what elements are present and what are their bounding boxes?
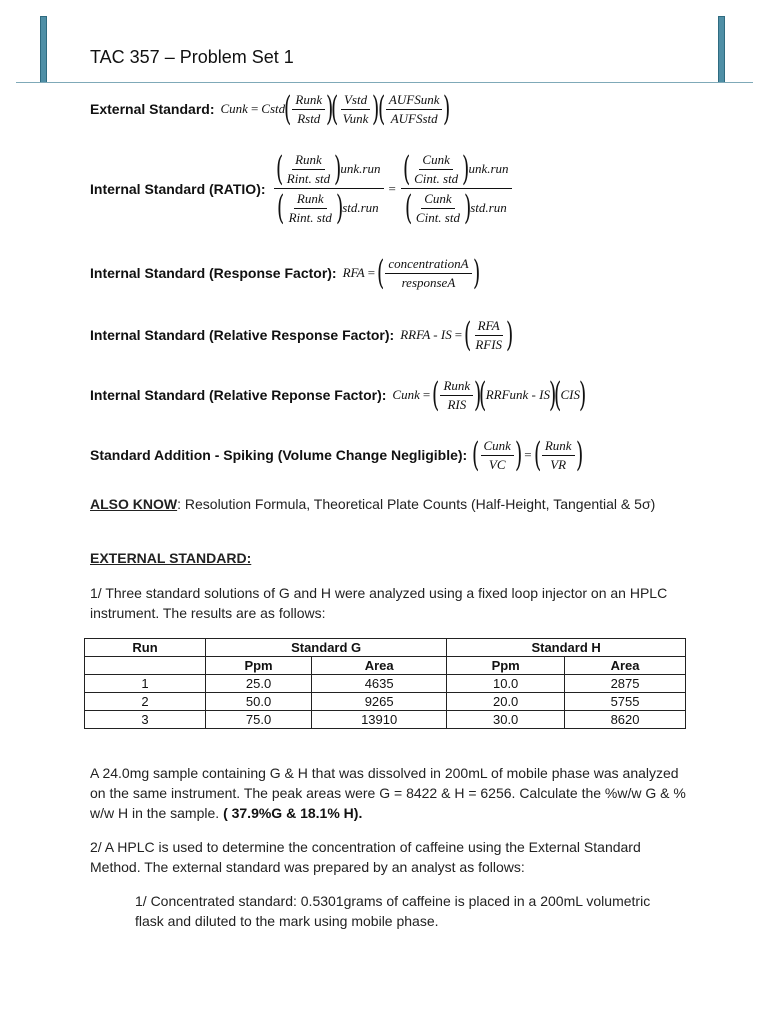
table-header-area: Area — [565, 657, 686, 675]
formula-math: RFA = ( $\frac{\text{concentrationA}}{\text{responseA}}$ ) — [342, 253, 480, 293]
table-cell: 50.0 — [206, 693, 312, 711]
table-cell: 2 — [85, 693, 206, 711]
math-term: Rstd — [297, 110, 321, 126]
table-cell: 10.0 — [447, 675, 565, 693]
math-term: Cunk — [421, 192, 454, 209]
math-term: std.run — [342, 200, 379, 216]
problem1-intro: 1/ Three standard solutions of G and H were analyzed using a fixed loop injector on an HPLC instrument. The results are as follows: — [90, 585, 668, 621]
standards-table — [84, 638, 686, 729]
formula-math: ( $\frac{\text{Cunk}}{VC}$ ) = ( $\frac{\text{Runk}}{VR}$ ) — [472, 435, 583, 475]
formula-label: Internal Standard (Response Factor): — [90, 265, 337, 281]
also-know-note — [90, 494, 690, 514]
math-term: unk.run — [340, 161, 381, 177]
header-left-bar — [40, 16, 47, 83]
formula-relative-response-factor — [90, 315, 514, 355]
page-title: TAC 357 – Problem Set 1 — [90, 47, 294, 67]
math-term: Runk — [294, 192, 327, 209]
section-heading-text: EXTERNAL STANDARD: — [90, 550, 252, 566]
math-term: Runk — [542, 439, 575, 456]
table-header-area: Area — [312, 657, 447, 675]
formula-response-factor — [90, 253, 480, 293]
math-term: Cunk — [392, 387, 420, 402]
formula-internal-standard-ratio: Internal Standard (RATIO) : ( $\frac{\text{Runk}}{\text{Rint. std}}$ ) unk.run ( $\frac{\text{Runk}}{\text{Rint. std}}$ ) std.run = ( $\frac{\text{Cunk}}{\text{Cint. std}}$ ) unk.run ( $\frac{\text{Cunk}}{\text{Cint. std}}$ ) std.run — [90, 152, 514, 225]
math-term: Rint. std — [288, 209, 332, 225]
math-term: Runk — [440, 379, 473, 396]
table-header-empty — [85, 657, 206, 675]
table-cell: 3 — [85, 711, 206, 729]
math-term: RFIS — [475, 336, 503, 352]
math-term: RFA — [475, 319, 503, 336]
math-term: RRFunk - IS — [485, 387, 550, 402]
problem1-text: A 24.0mg sample containing G & H that was dissolved in 200mL of mobile phase was analyzed on the same instrument. The peak areas were G = 8422 & H = 6256. Calculate the %w/w G & % w/w H in the sample. — [90, 765, 686, 821]
math-term: RRFA - IS — [400, 327, 452, 342]
table-header-ppm: Ppm — [447, 657, 565, 675]
math-term: AUFSunk — [386, 93, 443, 110]
header-right-bar — [718, 16, 725, 83]
problem2-intro: 2/ A HPLC is used to determine the concentration of caffeine using the External Standard Method. The external standard was prepared by an analyst as follows: — [90, 839, 641, 875]
also-know-text: : Resolution Formula, Theoretical Plate Counts (Half-Height, Tangential & 5σ) — [177, 496, 656, 512]
math-term: VC — [488, 456, 506, 472]
math-term: responseA — [401, 274, 456, 290]
problem1-body — [90, 763, 690, 823]
formula-math: Cunk = Cstd ( $\frac{\text{Runk}}{\text{Rstd}}$ ) ( $\frac{\text{Vstd}}{\text{Vunk}}$ ) ( $\frac{\text{AUFSunk}}{\text{AUFSstd}}$ ) — [220, 89, 451, 129]
problem2-step1: 1/ Concentrated standard: 0.5301grams of caffeine is placed in a 200mL volumetric flask and diluted to the mark using mobile phase. — [135, 893, 651, 929]
table-cell: 25.0 — [206, 675, 312, 693]
also-know-label: ALSO KNOW — [90, 496, 178, 512]
table-cell: 75.0 — [206, 711, 312, 729]
table-header-ppm: Ppm — [206, 657, 312, 675]
formula-external-standard — [90, 89, 451, 129]
formula-math: Cunk = ( $\frac{\text{Runk}}{\text{RIS}}$ ) ( RRFunk - IS ) ( CIS ) — [392, 375, 587, 415]
math-term: Vunk — [342, 110, 369, 126]
math-term: Vstd — [341, 93, 370, 110]
math-term: Cstd — [261, 101, 286, 116]
math-term: Cint. std — [415, 209, 460, 225]
table-cell: 8620 — [565, 711, 686, 729]
table-row — [85, 711, 686, 729]
math-term: unk.run — [468, 161, 509, 177]
math-term: AUFSstd — [390, 110, 438, 126]
math-term: Rint. std — [286, 170, 331, 186]
math-term: std.run — [470, 200, 507, 216]
header-divider — [16, 82, 753, 83]
formula-label: Internal Standard (Relative Response Factor): — [90, 327, 395, 343]
formula-math: ( $\frac{\text{Runk}}{\text{Rint. std}}$ ) unk.run ( $\frac{\text{Runk}}{\text{Rint. std}}$ ) std.run = ( $\frac{\text{Cunk}}{\text{Cint. std}}$ ) unk.run ( $\frac{\text{Cunk}}{\text{Cint. std}}$ ) std.run — [272, 152, 514, 225]
table-header-standard-g: Standard G — [206, 639, 447, 657]
math-term: Cunk — [220, 101, 248, 116]
math-term: Cunk — [481, 439, 514, 456]
table-subheader-row — [85, 657, 686, 675]
formula-label: Standard Addition - Spiking (Volume Change Negligible): — [90, 447, 468, 463]
table-row — [85, 675, 686, 693]
table-header-standard-h: Standard H — [447, 639, 686, 657]
math-term: Runk — [292, 153, 325, 170]
table-cell: 9265 — [312, 693, 447, 711]
math-term: Cint. std — [414, 170, 459, 186]
table-cell: 13910 — [312, 711, 447, 729]
math-term: Cunk — [419, 153, 452, 170]
table-row — [85, 693, 686, 711]
math-term: VR — [550, 456, 567, 472]
formula-label: Internal Standard (Relative Reponse Factor): — [90, 387, 387, 403]
table-cell: 5755 — [565, 693, 686, 711]
table-cell: 2875 — [565, 675, 686, 693]
table-header-run: Run — [85, 639, 206, 657]
math-term: RFA — [342, 265, 365, 280]
formula-relative-reponse-factor — [90, 375, 587, 415]
section-heading — [90, 548, 690, 568]
table-cell: 20.0 — [447, 693, 565, 711]
formula-label: External Standard: — [90, 101, 215, 117]
formula-math: RRFA - IS = ( $\frac{\text{RFA}}{\text{RFIS}}$ ) — [400, 315, 514, 355]
table-cell: 4635 — [312, 675, 447, 693]
formula-label: Internal Standard (RATIO) — [90, 180, 261, 197]
formula-standard-addition — [90, 435, 583, 475]
math-term: CIS — [560, 387, 581, 402]
math-term: RIS — [447, 396, 467, 412]
table-header-row — [85, 639, 686, 657]
math-term: Runk — [292, 93, 325, 110]
problem1-answer: ( 37.9%G & 18.1% H). — [223, 805, 363, 821]
table-cell: 30.0 — [447, 711, 565, 729]
table-cell: 1 — [85, 675, 206, 693]
math-term: concentrationA — [385, 257, 471, 274]
